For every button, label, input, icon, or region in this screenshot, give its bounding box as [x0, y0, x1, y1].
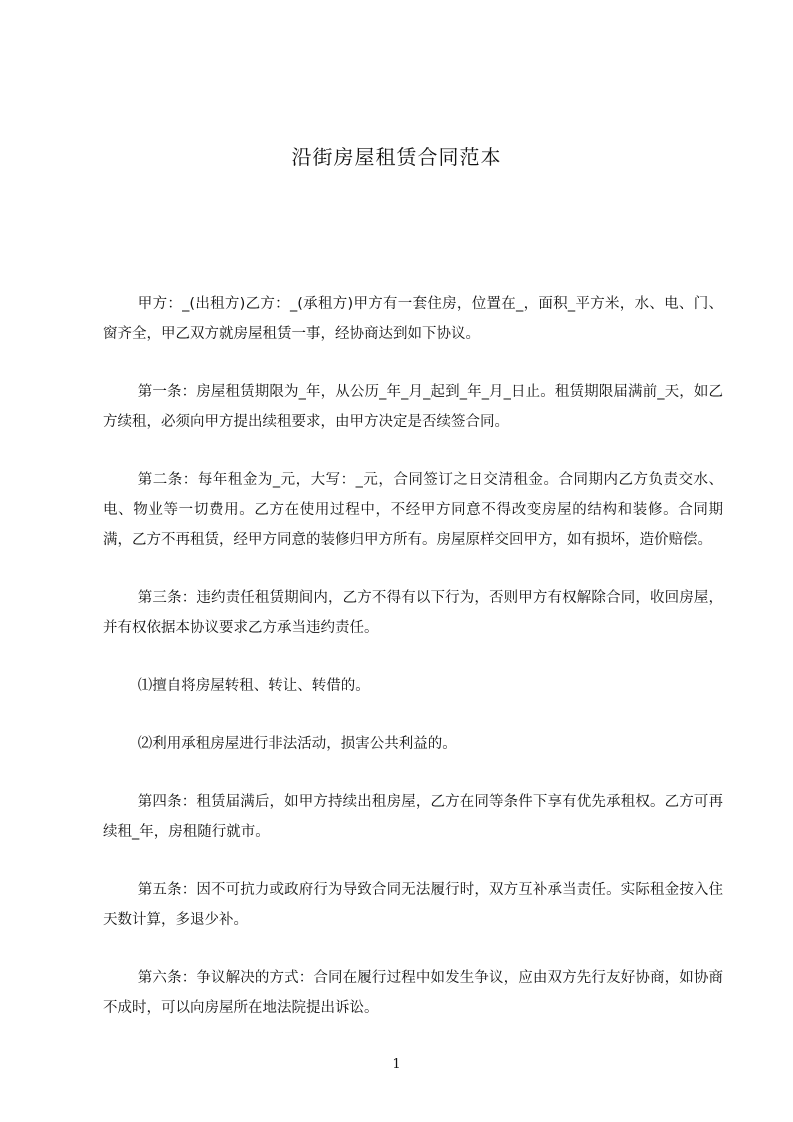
paragraph-item-2: ⑵利用承租房屋进行非法活动，损害公共利益的。: [137, 736, 457, 752]
paragraph-parties: 甲方：_(出租方)乙方：_(承租方)甲方有一套住房，位置在_，面积_平方米，水、电、门、窗齐全，甲乙双方就房屋租赁一事，经协商达到如下协议。: [103, 296, 723, 342]
paragraph-article-2: 第二条：每年租金为_元，大写：_元，合同签订之日交清租金。合同期内乙方负责交水、电、物业等一切费用。乙方在使用过程中，不经甲方同意不得改变房屋的结构和装修。合同期满，乙方不再租赁，经甲方同意的装修归甲方所有。房屋原样交回甲方，如有损坏，造价赔偿。: [103, 472, 723, 548]
paragraph-article-5: 第五条：因不可抗力或政府行为导致合同无法履行时，双方互补承当责任。实际租金按入住天数计算，多退少补。: [103, 882, 723, 928]
paragraph-item-1: ⑴擅自将房屋转租、转让、转借的。: [137, 678, 370, 694]
paragraph-article-3: 第三条：违约责任租赁期间内，乙方不得有以下行为，否则甲方有权解除合同，收回房屋，并有权依据本协议要求乙方承当违约责任。: [103, 590, 723, 636]
paragraph-article-1: 第一条：房屋租赁期限为_年，从公历_年_月_起到_年_月_日止。租赁期限届满前_天，如乙方续租，必须向甲方提出续租要求，由甲方决定是否续签合同。: [103, 384, 723, 430]
page-number: 1: [392, 1057, 401, 1072]
document-body: [103, 289, 723, 1051]
paragraph-article-6: 第六条：争议解决的方式：合同在履行过程中如发生争议，应由双方先行友好协商，如协商不成时，可以向房屋所在地法院提出诉讼。: [103, 970, 723, 1016]
document-title: 沿街房屋租赁合同范本: [291, 145, 502, 169]
paragraph-article-4: 第四条：租赁届满后，如甲方持续出租房屋，乙方在同等条件下享有优先承租权。乙方可再续租_年，房租随行就市。: [103, 794, 723, 840]
